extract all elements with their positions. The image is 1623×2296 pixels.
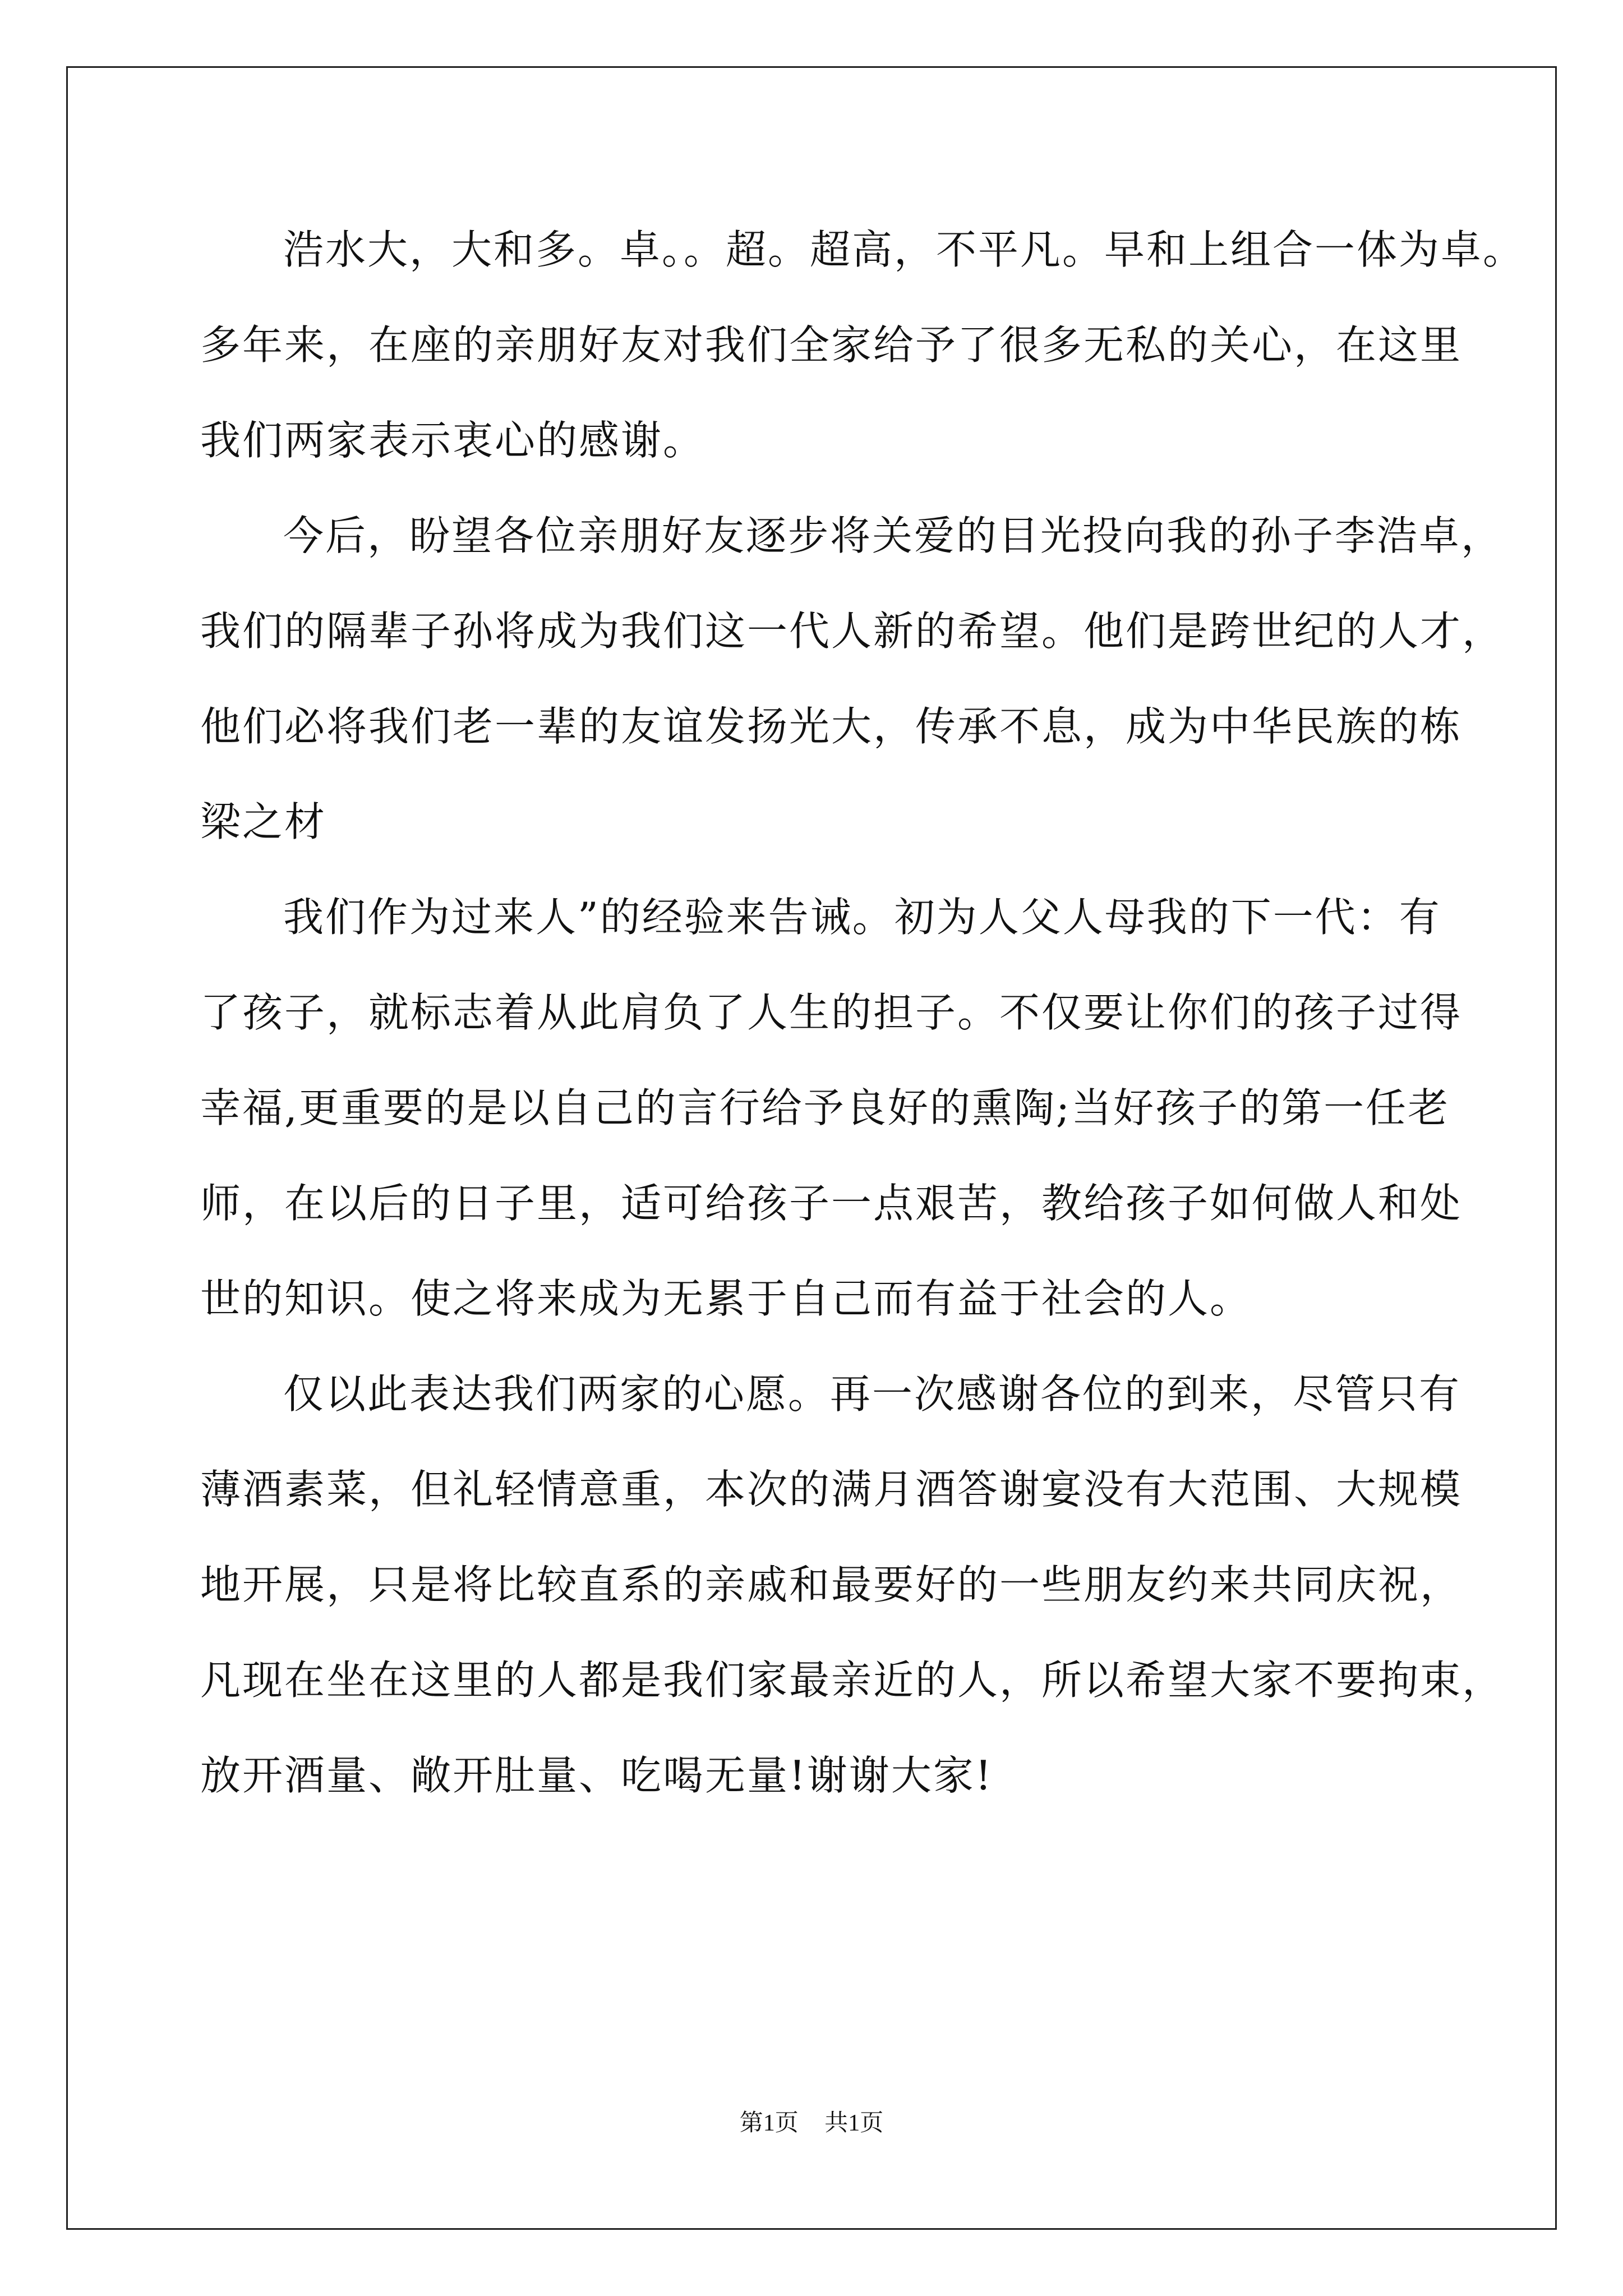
page-footer <box>0 2106 1623 2140</box>
paragraph-1-line-1: 浩水大，大和多。卓。。超。超高，不平凡。早和上组合一体为卓。 <box>283 226 1525 273</box>
paragraph-3-line-3: 幸福,更重要的是以自己的言行给予良好的熏陶;当好孩子的第一任老 <box>200 1084 1450 1131</box>
paragraph-3-line-2: 了孩子，就标志着从此肩负了人生的担子。不仅要让你们的孩子过得 <box>200 989 1463 1036</box>
paragraph-2-line-2: 我们的隔辈子孙将成为我们这一代人新的希望。他们是跨世纪的人才， <box>200 608 1505 655</box>
paragraph-3-line-4: 师，在以后的日子里，适可给孩子一点艰苦，教给孩子如何做人和处 <box>200 1180 1463 1227</box>
paragraph-4-line-1: 仅以此表达我们两家的心愿。再一次感谢各位的到来，尽管只有 <box>283 1370 1461 1418</box>
paragraph-2-line-1: 今后，盼望各位亲朋好友逐步将关爱的目光投向我的孙子李浩卓， <box>283 512 1504 559</box>
paragraph-4-line-4: 凡现在坐在这里的人都是我们家最亲近的人，所以希望大家不要拘束， <box>200 1657 1505 1704</box>
paragraph-4-line-2: 薄酒素菜，但礼轻情意重，本次的满月酒答谢宴没有大范围、大规模 <box>200 1466 1463 1513</box>
paragraph-3-line-5: 世的知识。使之将来成为无累于自己而有益于社会的人。 <box>200 1275 1252 1322</box>
page-number: 第1页 <box>739 2110 799 2136</box>
paragraph-1-line-3: 我们两家表示衷心的感谢。 <box>200 417 706 464</box>
paragraph-2-line-3: 他们必将我们老一辈的友谊发扬光大，传承不息，成为中华民族的栋 <box>200 703 1463 750</box>
page-total: 共1页 <box>824 2110 884 2136</box>
page-border <box>66 66 1557 2230</box>
paragraph-4-line-3: 地开展，只是将比较直系的亲戚和最要好的一些朋友约来共同庆祝， <box>200 1561 1463 1608</box>
paragraph-2-line-4: 梁之材 <box>200 798 327 845</box>
paragraph-3-line-1: 我们作为过来人”的经验来告诫。初为人父人母我的下一代：有 <box>283 894 1441 941</box>
paragraph-4-line-5: 放开酒量、敞开肚量、吃喝无量!谢谢大家! <box>200 1752 993 1799</box>
paragraph-1-line-2: 多年来，在座的亲朋好友对我们全家给予了很多无私的关心，在这里 <box>200 321 1463 369</box>
